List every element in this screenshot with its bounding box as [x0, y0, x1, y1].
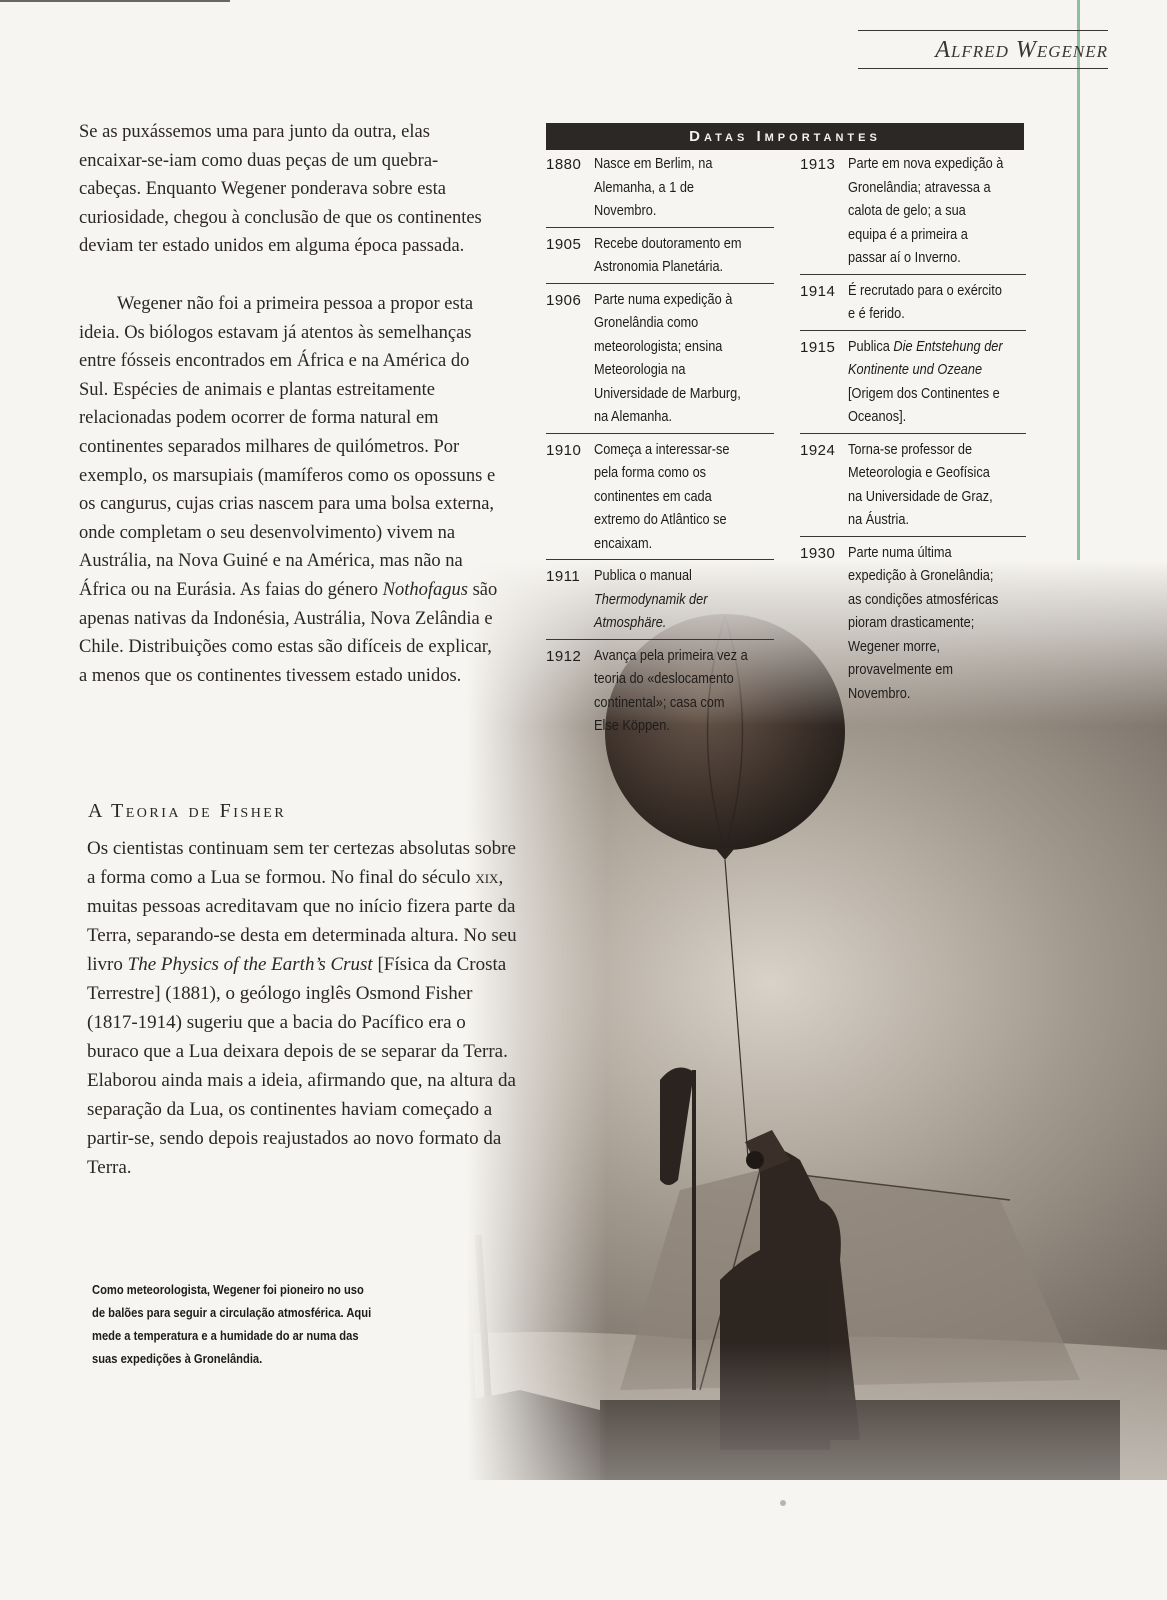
- page-spine-line: [1077, 0, 1080, 640]
- timeline-year: 1910: [546, 441, 582, 459]
- timeline-entry: [546, 232, 774, 284]
- timeline-column-left: [546, 152, 774, 746]
- timeline-entry: [800, 541, 1026, 710]
- timeline-text: Recebe doutoramento em Astronomia Planetária.: [594, 235, 742, 275]
- timeline-text: Avança pela primeira vez a teoria do «deslocamento continental»; casa com Else Köppen.: [594, 647, 748, 734]
- timeline-year: 1880: [546, 156, 582, 173]
- timeline-entry: [800, 279, 1026, 331]
- timeline-year: 1906: [546, 291, 582, 309]
- timeline-text: Parte numa expedição à Gronelândia como meteorologista; ensina Meteorologia na Universidade de Marburg, na Alemanha.: [594, 291, 741, 425]
- timeline-year: 1913: [800, 156, 836, 173]
- print-speck: [780, 1500, 786, 1506]
- timeline-text: Parte em nova expedição à Gronelândia; atravessa a calota de gelo; a sua equipa é a primeira a passar aí o Inverno.: [848, 156, 1004, 266]
- timeline-entry: [800, 335, 1026, 434]
- paragraph-2: [79, 290, 499, 690]
- timeline-entry: [546, 644, 774, 742]
- timeline-entry: [546, 438, 774, 561]
- photo-caption: Como meteorologista, Wegener foi pioneiro no uso de balões para seguir a circulação atmosférica. Aqui mede a temperatura e a humidade do ar numa das suas expedições à Gronelândia.: [92, 1282, 372, 1366]
- top-rule: [0, 0, 230, 2]
- paragraph-3-text-b: , muitas pessoas acreditavam que no início fizera parte da Terra, separando-se desta em determinada altura. No seu livro: [87, 867, 517, 975]
- timeline-entry: [800, 438, 1026, 537]
- timeline-text: [594, 565, 752, 636]
- timeline-book-title: Thermodynamik der Atmosphäre.: [594, 591, 708, 631]
- timeline-text: Torna-se professor de Meteorologia e Geofísica na Universidade de Graz, na Áustria.: [848, 441, 993, 528]
- timeline-entry: [546, 564, 774, 640]
- timeline-text-a: Publica: [848, 338, 894, 355]
- section-heading-fisher: A Teoria de Fisher: [88, 800, 287, 822]
- timeline-column-right: [800, 152, 1026, 713]
- timeline-year: 1914: [800, 282, 836, 300]
- timeline-text: É recrutado para o exército e é ferido.: [848, 282, 1002, 322]
- timeline-text-b: [Origem dos Continentes e Oceanos].: [848, 385, 1000, 425]
- timeline-year: 1905: [546, 235, 582, 253]
- paragraph-3-book-title: The Physics of the Earth’s Crust: [127, 954, 373, 975]
- paragraph-3-text-a: Os cientistas continuam sem ter certezas absolutas sobre a forma como a Lua se formou. No final do século: [87, 838, 516, 888]
- paragraph-3: [87, 834, 517, 1182]
- paragraph-2-genus: Nothofagus: [382, 579, 468, 600]
- timeline-entry: [546, 288, 774, 434]
- timeline-text: Parte numa última expedição à Gronelândia; as condições atmosféricas pioram drasticamente; Wegener morre, provavelmente em Novembro.: [848, 544, 999, 702]
- timeline-entry: [800, 152, 1026, 275]
- timeline-text: Nasce em Berlim, na Alemanha, a 1 de Novembro.: [594, 156, 713, 219]
- timeline-entry: [546, 152, 774, 228]
- timeline-text: [848, 336, 1005, 430]
- timeline-year: 1915: [800, 338, 836, 356]
- timeline-year: 1911: [546, 568, 581, 585]
- timeline-text-a: Publica o manual: [594, 568, 692, 584]
- paragraph-2-text-b: são apenas nativas da Indonésia, Austrália, Nova Zelândia e Chile. Distribuições como estas são difíceis de explicar, a menos que os continentes tivessem estado unidos.: [79, 579, 498, 686]
- paragraph-3-century: xix: [475, 867, 499, 888]
- timeline-year: 1930: [800, 544, 836, 562]
- timeline-title: Datas Importantes: [546, 123, 1024, 150]
- paragraph-3-text-c: [Física da Crosta Terrestre] (1881), o geólogo inglês Osmond Fisher (1817-1914) sugeriu que a bacia do Pacífico era o buraco que a Lua deixara depois de se separar da Terra. Elaborou ainda mais a ideia, afirmando que, na altura da separação da Lua, os continentes haviam começado a partir-se, sendo depois reajustados ao novo formato da Terra.: [87, 954, 516, 1178]
- running-header: Alfred Wegener: [858, 30, 1108, 69]
- paragraph-2-text-a: Wegener não foi a primeira pessoa a propor esta ideia. Os biólogos estavam já atentos às semelhanças entre fósseis encontrados em África e na América do Sul. Espécies de animais e plantas estreitamente relacionadas podem ocorrer de forma natural em continentes separados milhares de quilómetros. Por exemplo, os marsupiais (mamíferos como os opossuns e os cangurus, cujas crias nascem para uma bolsa externa, onde completam o seu desenvolvimento) vivem na Austrália, na Nova Guiné e na América, mas não na África ou na Eurásia. As faias do género: [79, 294, 496, 600]
- paragraph-1: Se as puxássemos uma para junto da outra, elas encaixar-se-iam como duas peças de um quebra-cabeças. Enquanto Wegener ponderava sobre esta curiosidade, chegou à conclusão de que os continentes deviam ter estado unidos em alguma época passada.: [79, 122, 482, 257]
- timeline-book-title: Die Entstehung der Kontinente und Ozeane: [848, 338, 1003, 378]
- timeline-year: 1912: [546, 647, 582, 665]
- timeline-text: Começa a interessar-se pela forma como os continentes em cada extremo do Atlântico se encaixam.: [594, 441, 730, 552]
- timeline-year: 1924: [800, 441, 836, 459]
